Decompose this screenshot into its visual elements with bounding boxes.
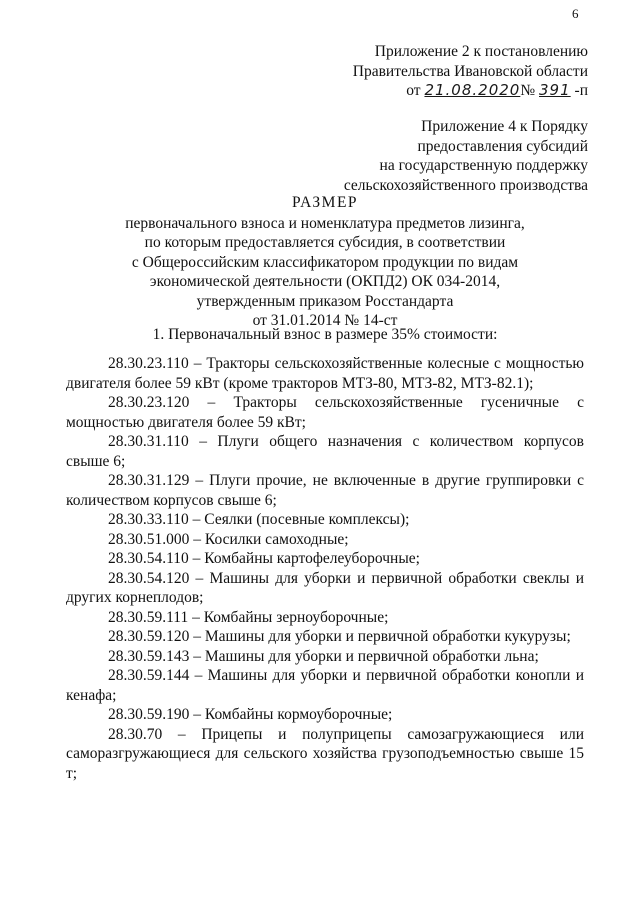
list-item: 28.30.31.110 – Плуги общего назначения с количеством корпусов свыше 6; <box>66 433 584 470</box>
document-title <box>70 193 580 331</box>
annex-decree-line2: Правительства Ивановской области <box>352 62 588 80</box>
list-item: 28.30.31.129 – Плуги прочие, не включенные в другие группировки с количеством корпусов свыше 6; <box>66 472 584 509</box>
number-sign: № <box>520 82 536 99</box>
annex-order-block <box>344 117 588 195</box>
annex-order-line4: сельскохозяйственного производства <box>343 176 588 194</box>
annex-order-line2: предоставления субсидий <box>417 137 588 155</box>
list-item: 28.30.54.110 – Комбайны картофелеуборочные; <box>108 550 420 567</box>
title-line: утвержденным приказом Росстандарта <box>196 292 454 310</box>
date-prefix: от <box>406 82 421 99</box>
list-item: 28.30.23.110 – Тракторы сельскохозяйственные колесные с мощностью двигателя более 59 кВт (кроме тракторов МТЗ-80, МТЗ-82, МТЗ-82.1); <box>66 355 584 392</box>
annex-order-line1: Приложение 4 к Порядку <box>421 118 588 135</box>
list-item: 28.30.59.143 – Машины для уборки и первичной обработки льна; <box>108 647 539 665</box>
title-line: экономической деятельности (ОКПД2) ОК 034-2014, <box>149 273 501 290</box>
title-line: по которым предоставляется субсидия, в соответствии <box>144 234 506 251</box>
list-item: 28.30.23.120 – Тракторы сельскохозяйственные гусеничные с мощностью двигателя более 59 кВт; <box>66 394 584 431</box>
handwritten-number: 391 <box>539 81 571 99</box>
handwritten-date: 21.08.2020 <box>424 81 521 99</box>
annex-order-line3: на государственную поддержку <box>379 157 588 174</box>
list-item: 28.30.51.000 – Косилки самоходные; <box>108 530 349 548</box>
list-item: 28.30.33.110 – Сеялки (посевные комплексы); <box>108 511 410 528</box>
list-item: 28.30.59.111 – Комбайны зерноуборочные; <box>108 608 389 626</box>
page-number: 6 <box>572 6 579 21</box>
title-line: от 31.01.2014 № 14-ст <box>252 312 398 329</box>
list-item: 28.30.59.120 – Машины для уборки и первичной обработки кукурузы; <box>108 628 571 645</box>
annex-decree-line1: Приложение 2 к постановлению <box>374 43 588 60</box>
list-item: 28.30.59.144 – Машины для уборки и первичной обработки конопли и кенафа; <box>66 667 584 704</box>
item-list <box>66 354 584 783</box>
section-heading: 1. Первоначальный взнос в размере 35% стоимости: <box>152 326 498 343</box>
number-suffix: -п <box>574 82 588 99</box>
title-main: РАЗМЕР <box>291 194 359 211</box>
list-item: 28.30.54.120 – Машины для уборки и первичной обработки свеклы и других корнеплодов; <box>66 569 584 606</box>
annex-decree-block <box>353 42 588 101</box>
list-item: 28.30.59.190 – Комбайны кормоуборочные; <box>108 706 393 723</box>
title-line: первоначального взноса и номенклатура предметов лизинга, <box>125 214 525 232</box>
title-line: с Общероссийским классификатором продукции по видам <box>131 253 519 271</box>
annex-decree-date-line <box>353 81 588 101</box>
list-item: 28.30.70 – Прицепы и полуприцепы самозагружающиеся или саморазгружающиеся для сельского хозяйства грузоподъемностью свыше 15 т; <box>66 725 584 782</box>
